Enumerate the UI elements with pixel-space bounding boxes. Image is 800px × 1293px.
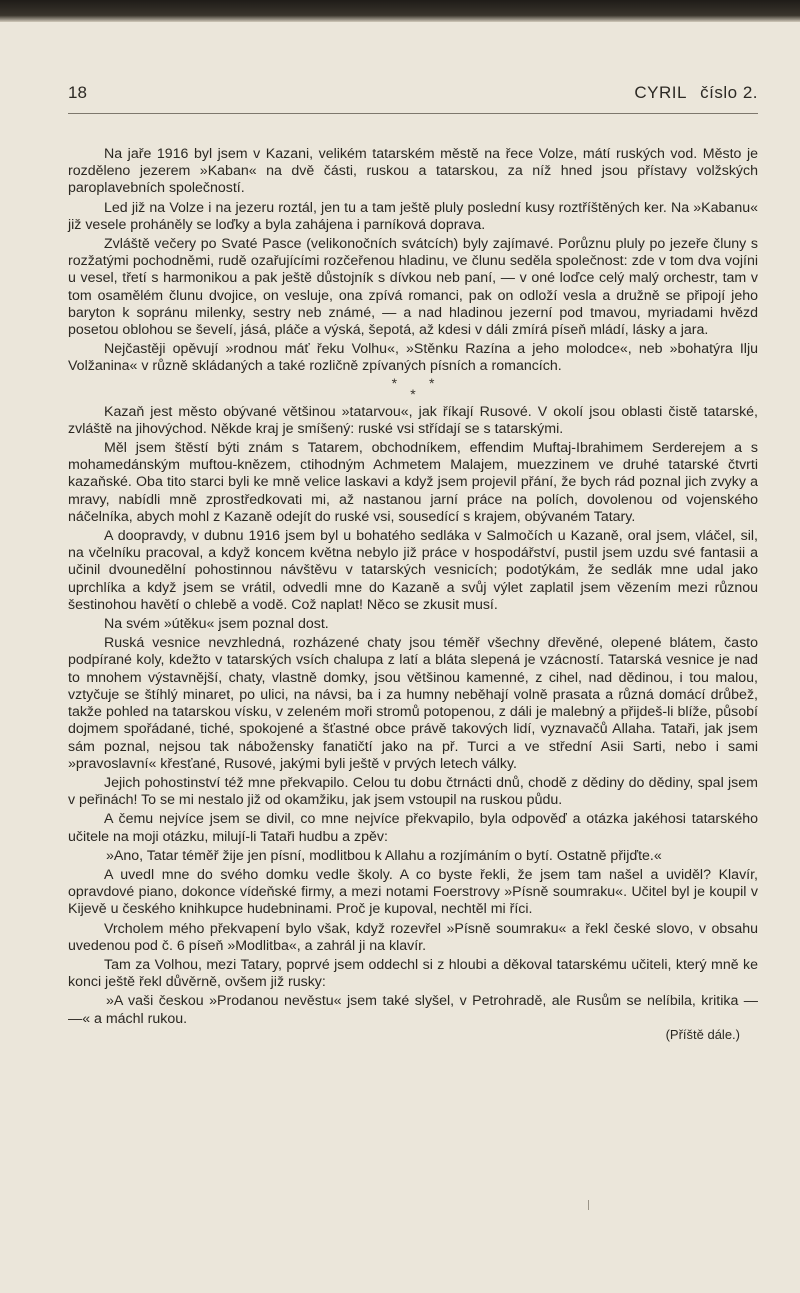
section-separator bbox=[68, 374, 758, 402]
separator-star: * bbox=[391, 374, 398, 391]
paper-mark bbox=[588, 1200, 589, 1210]
paragraph: Vrcholem mého překvapení bylo však, když rozevřel »Písně soumraku« a řekl české slovo, v obsahu uvedenou pod č. 6 píseň »Modlitba«, a zahrál ji na klavír. bbox=[68, 920, 758, 954]
separator-star: * bbox=[410, 385, 416, 402]
scan-edge bbox=[0, 0, 800, 22]
paragraph: Ruská vesnice nevzhledná, rozházené chaty jsou téměř všechny dřevěné, olepené blátem, často podpírané koly, kdežto v tatarských vsích chalupa z latí a bláta slepená je vzácností. Tatarská vesnice je nad to mnohem výstavnější, chaty, vlastně domky, jsou většinou kamenné, z cihel, nad dědinou, i tou malou, vztyčuje se štíhlý minaret, po ulici, na návsi, ba i za humny neběhají volně prasata a různá domácí drůbež, takže pohled na tatarskou vísku, v zeleném moři stromů potopenou, z dáli je malebný a přijdeš-li blíže, působí dojmem spořádané, tiché, spokojené a šťastné obce právě takových lidí, vyznavačů Allaha. Tataři, jak jsem sám poznal, nejsou tak nábožensky fanatičtí jako na př. Turci a ve střední Asii Sarti, nebo i sami »pravoslavní« křesťané, Rusové, jakými byli ještě v prvých letech války. bbox=[68, 635, 758, 772]
paragraph-quote: »Ano, Tatar téměř žije jen písní, modlitbou k Allahu a rozjímáním o bytí. Ostatně přijďte.« bbox=[106, 847, 662, 864]
paragraph: Jejich pohostinství též mne překvapilo. Celou tu dobu čtrnácti dnů, chodě z dědiny do dědiny, spal jsem v peřinách! To se mi nestalo již od okamžiku, jak jsem vstoupil na ruskou půdu. bbox=[68, 774, 758, 809]
paragraph: Kazaň jest město obývané většinou »tatarvou«, jak říkají Rusové. V okolí jsou oblasti čistě tatarské, zvláště na jihovýchod. Někde kraj je smíšený: ruské vsi střídají se s tatarskými. bbox=[68, 403, 758, 437]
paragraph: Na svém »útěku« jsem poznal dost. bbox=[104, 616, 329, 633]
running-head bbox=[634, 83, 758, 103]
page-header bbox=[68, 83, 758, 114]
separator-star: * bbox=[428, 374, 435, 391]
paragraph: Na jaře 1916 byl jsem v Kazani, velikém tatarském městě na řece Volze, mátí ruských vod. Město je rozděleno jezerem »Kaban« na dvě části, ruskou a tatarskou, za níž hned jsou přístavy volžských paroplavebních společností. bbox=[68, 146, 758, 197]
paragraph: A čemu nejvíce jsem se divil, co mne nejvíce překvapilo, byla odpověď a otázka jakéhosi tatarského učitele na moji otázku, milují-li Tataři hudbu a zpěv: bbox=[68, 811, 758, 845]
paragraph: Led již na Volze i na jezeru roztál, jen tu a tam ještě pluly poslední kusy roztříštěných ker. Na »Kabanu« již vesele proháněly se loďky a byla zahájena i parníková doprava. bbox=[68, 199, 758, 233]
continuation-note: (Příště dále.) bbox=[665, 1026, 740, 1042]
paragraph: Zvláště večery po Svaté Pasce (velikonočních svátcích) byly zajímavé. Porůznu pluly po jezeře čluny s rozžatými pochodněmi, rudě ozařujícími rozčeřenou hladinu, ve člunu seděla společnost: zde v tom dva vojíni u vesel, třetí s harmonikou a pak ještě důstojník s dívkou neb paní, — v oné loďce celý malý orchestr, tam v tom osamělém člunu dvojice, on vesluje, ona zpívá romanci, pak on odloží vesla a družně se připojí jeho baryton k sopránu milenky, sestry neb známé, — a nad hladinou jezerní pod tmavou, myriadami hvězd posetou oblohou se ševelí, jásá, pláče a výská, šepotá, až kdesi v dáli zmírá píseň mládí, lásky a jara. bbox=[68, 236, 758, 339]
paragraph: Měl jsem štěstí býti znám s Tatarem, obchodníkem, effendim Muftaj-Ibrahimem Serderejem a s mohamedánským muftou-knězem, ctihodným Achmetem Malajem, muezzinem ve druhé tatarské čtvrti kazaňské. Oba tito starci byli ke mně velice laskavi a když jsem projevil přání, že bych rád poznal jich zvyky a mravy, nabídli mně zprostředkovati mi, až nastanou jarní práce na polích, dovolenou od vojenského náčelníka, abych mohl z Kazaně odejít do ruské vsi, sousedící s krajem, obývaném Tatary. bbox=[68, 440, 758, 525]
paragraph: Nejčastěji opěvují »rodnou máť řeku Volhu«, »Stěnku Razína a jeho molodce«, neb »bohatýra Ilju Volžanina« v různě skládaných a také rozličně zpívaných písních a romancích. bbox=[68, 341, 758, 375]
journal-title: CYRIL bbox=[634, 83, 687, 102]
paragraph-quote: »A vaši českou »Prodanou nevěstu« jsem také slyšel, v Petrohradě, ale Rusům se nelíbila, kritika — —« a máchl rukou. bbox=[68, 993, 758, 1027]
article-body bbox=[68, 146, 758, 1043]
paragraph: A doopravdy, v dubnu 1916 jsem byl u bohatého sedláka v Salmočích u Kazaně, oral jsem, vláčel, sil, na včelníku pracoval, a když koncem května nebylo již práce v hospodářství, pustil jsem uzdu své fantasii a učinil dvounedělní pohostinnou návštěvu v tatarských vesnicích; podotýkám, že sedlák mne udal jako uprchlíka a když jsem se vrátil, odvedli mne do Kazaně a svůj výlet zaplatil jsem vězením mezi různou šestinohou havětí o chlebě a vodě. Což naplat! Něco se zkusit musí. bbox=[68, 528, 758, 613]
paragraph: Tam za Volhou, mezi Tatary, poprvé jsem oddechl si z hloubi a děkoval tatarskému učiteli, který mně ke konci ještě řekl důvěrně, ovšem již rusky: bbox=[68, 956, 758, 991]
paragraph: A uvedl mne do svého domku vedle školy. A co byste řekli, že jsem tam našel a uviděl? Klavír, opravdové piano, dokonce vídeňské firmy, a mezi notami Foerstrovy »Písně soumraku«. Učitel byl je koupil v Kijevě u českého knihkupce hudebninami. Proč je kupoval, nechtěl mi říci. bbox=[68, 866, 758, 918]
page-number: 18 bbox=[68, 83, 87, 102]
issue-label: číslo 2. bbox=[700, 83, 758, 102]
